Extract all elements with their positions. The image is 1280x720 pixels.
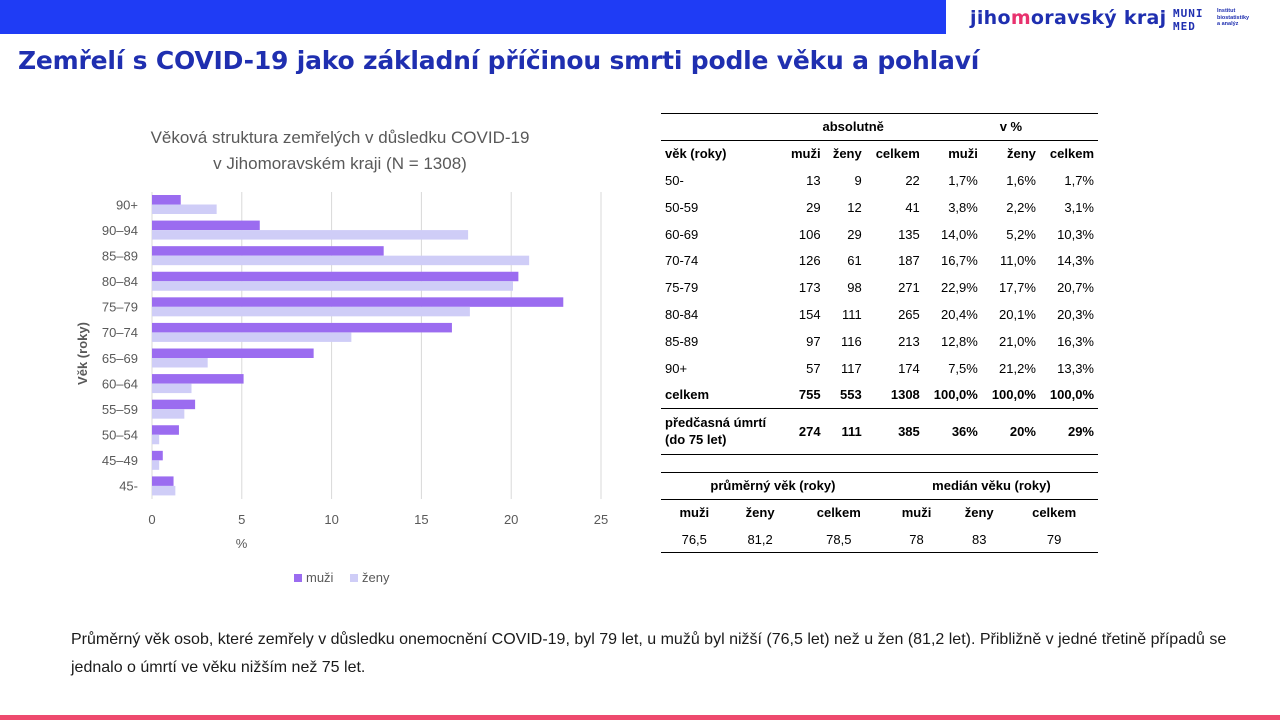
bar-women [152,230,468,240]
bar-women [152,460,159,470]
muni-med-logo: MUNI MED Institut biostatistiky a analýz [1173,7,1250,33]
table-row [661,355,1098,382]
table-cell: 20,1% [999,306,1036,322]
bar-men [152,425,179,435]
table-cell: 1,7% [948,172,978,188]
table-cell: 16,7% [940,253,978,269]
bar-men [152,476,174,486]
bar-women [152,409,184,419]
legend-label: ženy [362,570,390,585]
top-banner [0,0,946,34]
legend-swatch [294,574,302,582]
table-row [661,247,1098,274]
x-axis-label: % [235,536,248,551]
chart-title: v Jihomoravském kraji (N = 1308) [213,154,467,173]
table-cell: 78 [885,526,948,553]
table-cell: 29 [806,199,821,215]
table-cell: 20% [982,408,1040,454]
table-cell: 22 [905,172,920,188]
x-tick-label: 20 [503,512,519,527]
table-cell: 79 [1010,526,1098,553]
table-cell: 85-89 [665,333,699,349]
table-cell: 20,3% [1057,306,1094,322]
table-cell: 50- [665,172,684,188]
bar-women [152,205,217,215]
table-cell: 126 [798,253,821,269]
table-cell: 1,7% [1064,172,1094,188]
table-cell: 60-69 [665,226,699,242]
premature-deaths-row [661,408,1098,454]
table-cell: 20,7% [1057,280,1094,296]
table-cell: 16,3% [1057,333,1094,349]
jmk-logo: jihomoravský kraj [970,7,1167,29]
table-cell: 213 [898,333,920,349]
bar-men [152,451,163,461]
bar-men [152,195,181,205]
bar-men [152,374,244,384]
table-cell: 76,5 [661,526,728,553]
table-cell: 2,2% [1006,199,1036,215]
group-header-absolute: absolutně [822,119,884,135]
table-cell: 106 [798,226,821,242]
table-cell: 553 [825,381,866,408]
table-cell: 21,2% [999,360,1036,376]
bar-men [152,349,314,359]
table-cell: 98 [847,280,862,296]
table-cell: 57 [806,360,821,376]
table-row [661,301,1098,328]
table-cell: 111 [825,408,866,454]
col-header: ženy [728,499,793,526]
table-cell: 61 [847,253,862,269]
table-cell: 75-79 [665,280,699,296]
table-cell: 111 [841,306,862,322]
table-cell: 755 [783,381,825,408]
x-tick-label: 15 [414,512,429,527]
table-cell: 90+ [665,360,688,376]
table-cell: 154 [798,306,821,322]
table-cell: 187 [898,253,920,269]
table-cell: 9 [854,172,862,188]
table-cell: 81,2 [728,526,793,553]
table-cell: 70-74 [665,253,699,269]
bar-women [152,435,159,445]
col-header: ženy [825,140,866,167]
table-row [661,194,1098,221]
table-cell: 7,5% [948,360,978,376]
table-row [661,274,1098,301]
x-tick-label: 10 [324,512,339,527]
col-header: celkem [866,140,924,167]
bar-women [152,256,529,266]
table-cell: 14,3% [1057,253,1094,269]
y-tick-label: 90–94 [101,222,138,238]
table-cell: 274 [783,408,825,454]
col-header-age: věk (roky) [661,140,783,167]
table-cell: 17,7% [999,280,1036,296]
x-tick-label: 5 [238,512,246,527]
deaths-table [661,113,1098,455]
col-header: muži [885,499,948,526]
bar-women [152,384,192,394]
x-tick-label: 25 [593,512,609,527]
group-header-percent: v % [999,119,1023,135]
table-cell: 135 [898,226,920,242]
group-header-median: medián věku (roky) [932,478,1051,494]
table-cell: 12,8% [940,333,978,349]
x-tick-label: 0 [148,512,156,527]
bar-men [152,323,452,333]
table-cell: 100,0% [982,381,1040,408]
col-header: muži [661,499,728,526]
table-cell: 22,9% [940,280,978,296]
table-cell: 117 [840,360,862,376]
page-title: Zemřelí s COVID-19 jako základní příčinou smrti podle věku a pohlaví [18,46,980,75]
bar-men [152,400,195,410]
bar-men [152,246,384,256]
table-cell: 1308 [866,381,924,408]
table-cell: 10,3% [1057,226,1094,242]
col-header: celkem [1010,499,1098,526]
table-cell: 100,0% [924,381,982,408]
age-structure-bar-chart [60,115,620,605]
table-row [661,167,1098,194]
chart-title: Věková struktura zemřelých v důsledku COVID-19 [150,128,530,147]
table-row [661,221,1098,248]
table-cell: 1,6% [1006,172,1036,188]
y-tick-label: 45–49 [101,453,138,469]
y-tick-label: 70–74 [101,325,138,341]
table-cell: 5,2% [1006,226,1036,242]
bar-men [152,221,260,231]
table-cell: 41 [905,199,920,215]
table-cell: 385 [866,408,924,454]
table-cell: 20,4% [940,306,978,322]
table-cell: 36% [924,408,982,454]
table-cell: 3,8% [948,199,978,215]
table-cell: 21,0% [999,333,1036,349]
table-cell: 13 [806,172,821,188]
bar-women [152,486,175,496]
table-cell: 12 [847,199,862,215]
summary-paragraph: Průměrný věk osob, které zemřely v důsledku onemocnění COVID-19, byl 79 let, u mužů byl nižší (76,5 let) než u žen (81,2 let). Přibližně v jedné třetině případů se jednalo o úmrtí ve věku nižším než 75 let. [71,631,1227,676]
y-tick-label: 75–79 [101,299,138,315]
col-header: ženy [982,140,1040,167]
total-row [661,381,1098,408]
table-cell: 100,0% [1040,381,1098,408]
bar-women [152,281,513,291]
table-cell: 80-84 [665,306,699,322]
table-cell: 173 [798,280,821,296]
col-header: celkem [1040,140,1098,167]
legend-label: muži [306,570,334,585]
table-cell: 83 [948,526,1010,553]
y-tick-label: 60–64 [101,376,138,392]
y-tick-label: 55–59 [101,401,138,417]
age-summary-table [661,472,1098,553]
table-cell: celkem [661,381,783,408]
table-cell: 97 [806,333,821,349]
y-tick-label: 45- [119,478,138,494]
table-cell: 13,3% [1057,360,1094,376]
y-tick-label: 80–84 [101,274,138,290]
legend-swatch [350,574,358,582]
y-tick-label: 65–69 [101,350,138,366]
col-header: celkem [793,499,885,526]
table-body [661,167,1098,381]
table-cell: 14,0% [940,226,978,242]
table-cell: 29% [1040,408,1098,454]
table-cell: 50-59 [665,199,699,215]
table-cell: 265 [898,306,920,322]
y-tick-label: 85–89 [101,248,138,264]
table-cell: 29 [847,226,862,242]
y-tick-label: 90+ [115,197,138,213]
bar-women [152,332,351,342]
y-tick-label: 50–54 [101,427,138,443]
table-cell: 3,1% [1064,199,1094,215]
y-axis-label: Věk (roky) [75,322,90,385]
col-header: muži [783,140,825,167]
bar-men [152,297,563,307]
col-header: ženy [948,499,1010,526]
premature-label: předčasná úmrtí (do 75 let) [661,408,783,454]
col-header: muži [924,140,982,167]
bottom-accent-bar [0,715,1280,720]
bar-women [152,358,208,368]
table-cell: 174 [898,360,920,376]
table-cell: 11,0% [1000,253,1036,269]
bar-men [152,272,518,282]
table-cell: 78,5 [793,526,885,553]
table-row [661,328,1098,355]
group-header-mean: průměrný věk (roky) [710,478,836,494]
table-cell: 116 [840,333,862,349]
table-cell: 271 [898,280,920,296]
bar-women [152,307,470,317]
